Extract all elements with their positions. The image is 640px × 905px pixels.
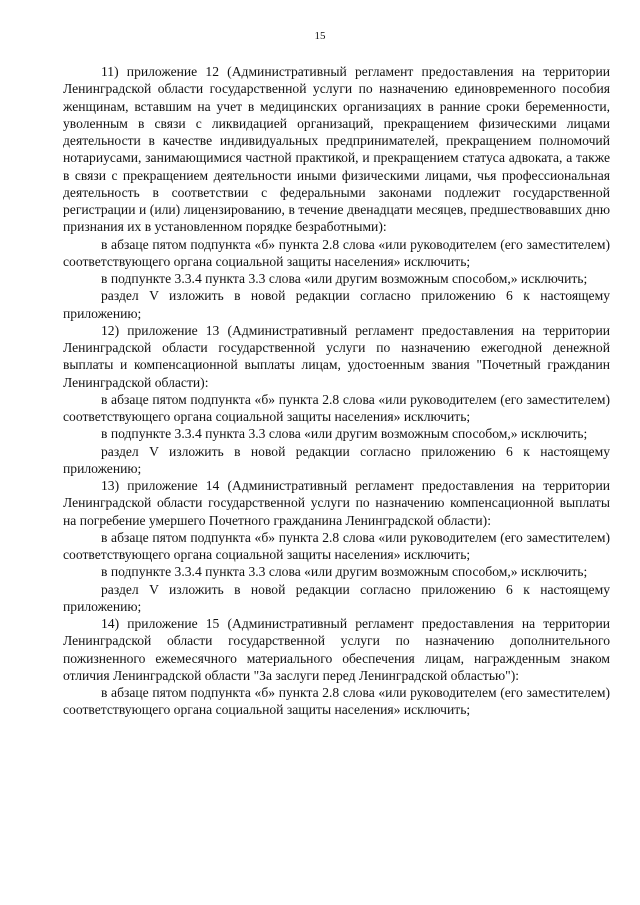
paragraph: в абзаце пятом подпункта «б» пункта 2.8 слова «или руководителем (его заместителем) соответствующего органа социальной защиты населения» исключить; (63, 236, 610, 269)
paragraph: в абзаце пятом подпункта «б» пункта 2.8 слова «или руководителем (его заместителем) соответствующего органа социальной защиты населения» исключить; (63, 529, 610, 562)
page-number: 15 (314, 30, 326, 42)
paragraph: в абзаце пятом подпункта «б» пункта 2.8 слова «или руководителем (его заместителем) соответствующего органа социальной защиты населения» исключить; (63, 391, 610, 424)
paragraph: раздел V изложить в новой редакции согласно приложению 6 к настоящему приложению; (63, 581, 610, 614)
paragraph: в абзаце пятом подпункта «б» пункта 2.8 слова «или руководителем (его заместителем) соответствующего органа социальной защиты населения» исключить; (63, 685, 610, 718)
paragraph-11-header: 11) приложение 12 (Административный регламент предоставления на территории Ленинградской области государственной услуги по назначению единовременного пособия женщинам, вставшим на учет в медицинских организациях в ранние сроки беременности, уволенным в связи с ликвидацией организаций, прекращением физическими лицами деятельности в качестве индивидуальных предпринимателей, прекращением полномочий нотариусами, занимающимися частной практикой, и прекращением статуса адвоката, а также в связи с прекращением деятельности иными физическими лицами, чья профессиональная деятельность в соответствии с федеральными законами подлежит государственной регистрации и (или) лицензированию, в течение двенадцати месяцев, предшествовавших дню признания их в установленном порядке безработными): (63, 64, 610, 235)
document-body (63, 63, 610, 719)
paragraph-14-header: 14) приложение 15 (Административный регламент предоставления на территории Ленинградской области государственной услуги по назначению дополнительного пожизненного ежемесячного материального обеспечения лицам, награжденным знаком отличия Ленинградской области "За заслуги перед Ленинградской областью"): (63, 616, 610, 683)
paragraph: раздел V изложить в новой редакции согласно приложению 6 к настоящему приложению; (63, 288, 610, 321)
paragraph-13-header: 13) приложение 14 (Административный регламент предоставления на территории Ленинградской области государственной услуги по назначению компенсационной выплаты на погребение умершего Почетного гражданина Ленинградской области): (63, 478, 610, 528)
paragraph-12-header: 12) приложение 13 (Административный регламент предоставления на территории Ленинградской области государственной услуги по назначению ежегодной денежной выплаты и компенсационной выплаты лицам, удостоенным звания "Почетный гражданин Ленинградской области): (63, 322, 610, 390)
paragraph: в подпункте 3.3.4 пункта 3.3 слова «или другим возможным способом,» исключить; (101, 426, 588, 442)
paragraph: в подпункте 3.3.4 пункта 3.3 слова «или другим возможным способом,» исключить; (101, 564, 588, 580)
paragraph: раздел V изложить в новой редакции согласно приложению 6 к настоящему приложению; (63, 443, 610, 476)
paragraph: в подпункте 3.3.4 пункта 3.3 слова «или другим возможным способом,» исключить; (101, 271, 588, 286)
